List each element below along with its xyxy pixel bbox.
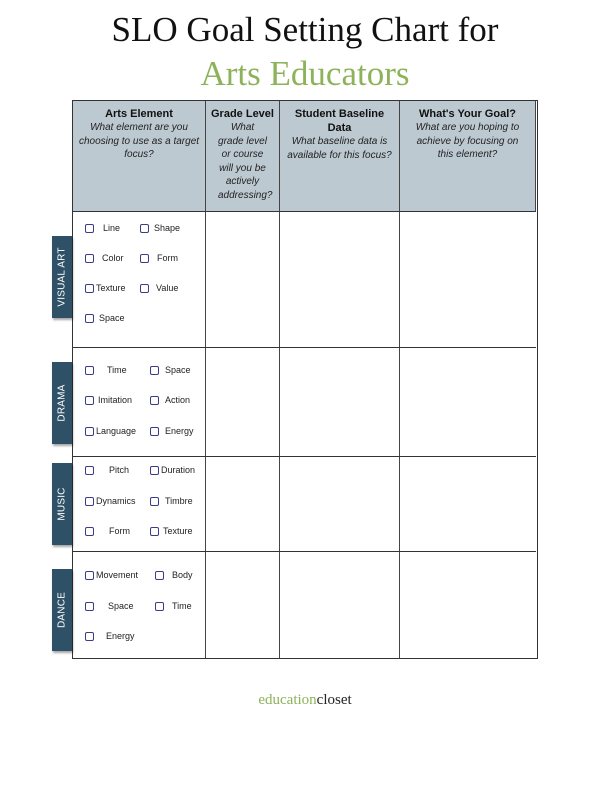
option-body[interactable]: Body: [155, 570, 193, 580]
option-texture[interactable]: Texture: [85, 283, 126, 293]
checkbox[interactable]: [85, 284, 94, 293]
arts-element-cell: [73, 348, 206, 456]
arts-element-cell: [73, 457, 206, 551]
option-movement[interactable]: Movement: [85, 570, 138, 580]
option-timbre[interactable]: Timbre: [150, 496, 193, 506]
checkbox[interactable]: [150, 466, 159, 475]
baseline-data-cell[interactable]: [280, 212, 400, 347]
checkbox[interactable]: [85, 254, 94, 263]
option-language[interactable]: Language: [85, 426, 136, 436]
option-action[interactable]: Action: [150, 395, 190, 405]
grade-level-cell[interactable]: [206, 552, 280, 658]
column-header-baseline-data: [280, 101, 400, 212]
checkbox[interactable]: [85, 224, 94, 233]
section-tab-music: MUSIC: [52, 463, 72, 545]
option-duration[interactable]: Duration: [150, 465, 195, 475]
goal-cell[interactable]: [400, 348, 536, 456]
option-space[interactable]: Space: [85, 601, 134, 611]
checkbox[interactable]: [140, 254, 149, 263]
column-heading: Student Baseline Data: [294, 108, 385, 134]
checkbox[interactable]: [150, 497, 159, 506]
section-row-drama: [73, 348, 536, 457]
checkbox[interactable]: [140, 284, 149, 293]
grade-level-cell[interactable]: [206, 457, 280, 551]
checkbox[interactable]: [85, 427, 94, 436]
section-tab-drama: DRAMA: [52, 362, 72, 444]
section-tab-dance: DANCE: [52, 569, 72, 651]
column-heading: Arts Element: [105, 108, 173, 120]
column-subtext: What baseline data is available for this focus?: [287, 136, 392, 161]
checkbox[interactable]: [85, 497, 94, 506]
option-texture[interactable]: Texture: [150, 526, 193, 536]
page-title-line1: SLO Goal Setting Chart for: [111, 10, 499, 49]
column-subtext: What grade level or course will you be actively addressing?: [218, 122, 273, 201]
option-dynamics[interactable]: Dynamics: [85, 496, 136, 506]
checkbox[interactable]: [150, 366, 159, 375]
checkbox[interactable]: [85, 602, 94, 611]
column-header-goal: [400, 101, 536, 212]
baseline-data-cell[interactable]: [280, 457, 400, 551]
goal-setting-table: [72, 100, 538, 659]
goal-cell[interactable]: [400, 212, 536, 347]
option-space[interactable]: Space: [150, 365, 191, 375]
brand-logo: educationcloset: [258, 692, 352, 708]
section-row-visual-art: [73, 212, 536, 348]
checkbox[interactable]: [85, 527, 94, 536]
arts-element-cell: [73, 552, 206, 658]
checkbox[interactable]: [155, 571, 164, 580]
checkbox[interactable]: [155, 602, 164, 611]
goal-cell[interactable]: [400, 552, 536, 658]
page-title-line2: Arts Educators: [200, 54, 410, 93]
option-value[interactable]: Value: [140, 283, 178, 293]
option-pitch[interactable]: Pitch: [85, 465, 129, 475]
checkbox[interactable]: [150, 396, 159, 405]
option-imitation[interactable]: Imitation: [85, 395, 132, 405]
arts-element-cell: [73, 212, 206, 347]
baseline-data-cell[interactable]: [280, 348, 400, 456]
option-color[interactable]: Color: [85, 253, 124, 263]
column-header-grade-level: [206, 101, 280, 212]
option-energy[interactable]: Energy: [85, 631, 135, 641]
column-header-arts-element: [73, 101, 206, 212]
option-time[interactable]: Time: [85, 365, 127, 375]
option-form[interactable]: Form: [85, 526, 130, 536]
grade-level-cell[interactable]: [206, 348, 280, 456]
checkbox[interactable]: [85, 571, 94, 580]
option-line[interactable]: Line: [85, 223, 120, 233]
option-space[interactable]: Space: [85, 313, 125, 323]
checkbox[interactable]: [150, 427, 159, 436]
checkbox[interactable]: [85, 396, 94, 405]
option-form[interactable]: Form: [140, 253, 178, 263]
checkbox[interactable]: [150, 527, 159, 536]
goal-cell[interactable]: [400, 457, 536, 551]
checkbox[interactable]: [85, 366, 94, 375]
baseline-data-cell[interactable]: [280, 552, 400, 658]
option-energy[interactable]: Energy: [150, 426, 194, 436]
checkbox[interactable]: [140, 224, 149, 233]
section-tab-visual-art: VISUAL ART: [52, 236, 72, 318]
column-subtext: What are you hoping to achieve by focusing on this element?: [415, 122, 520, 160]
column-heading: What's Your Goal?: [419, 108, 516, 120]
column-subtext: What element are you choosing to use as a target focus?: [78, 122, 200, 160]
checkbox[interactable]: [85, 314, 94, 323]
grade-level-cell[interactable]: [206, 212, 280, 347]
checkbox[interactable]: [85, 632, 94, 641]
checkbox[interactable]: [85, 466, 94, 475]
column-heading: Grade Level: [211, 108, 274, 120]
section-row-music: [73, 457, 536, 552]
option-shape[interactable]: Shape: [140, 223, 180, 233]
option-time[interactable]: Time: [155, 601, 192, 611]
section-row-dance: [73, 552, 536, 658]
